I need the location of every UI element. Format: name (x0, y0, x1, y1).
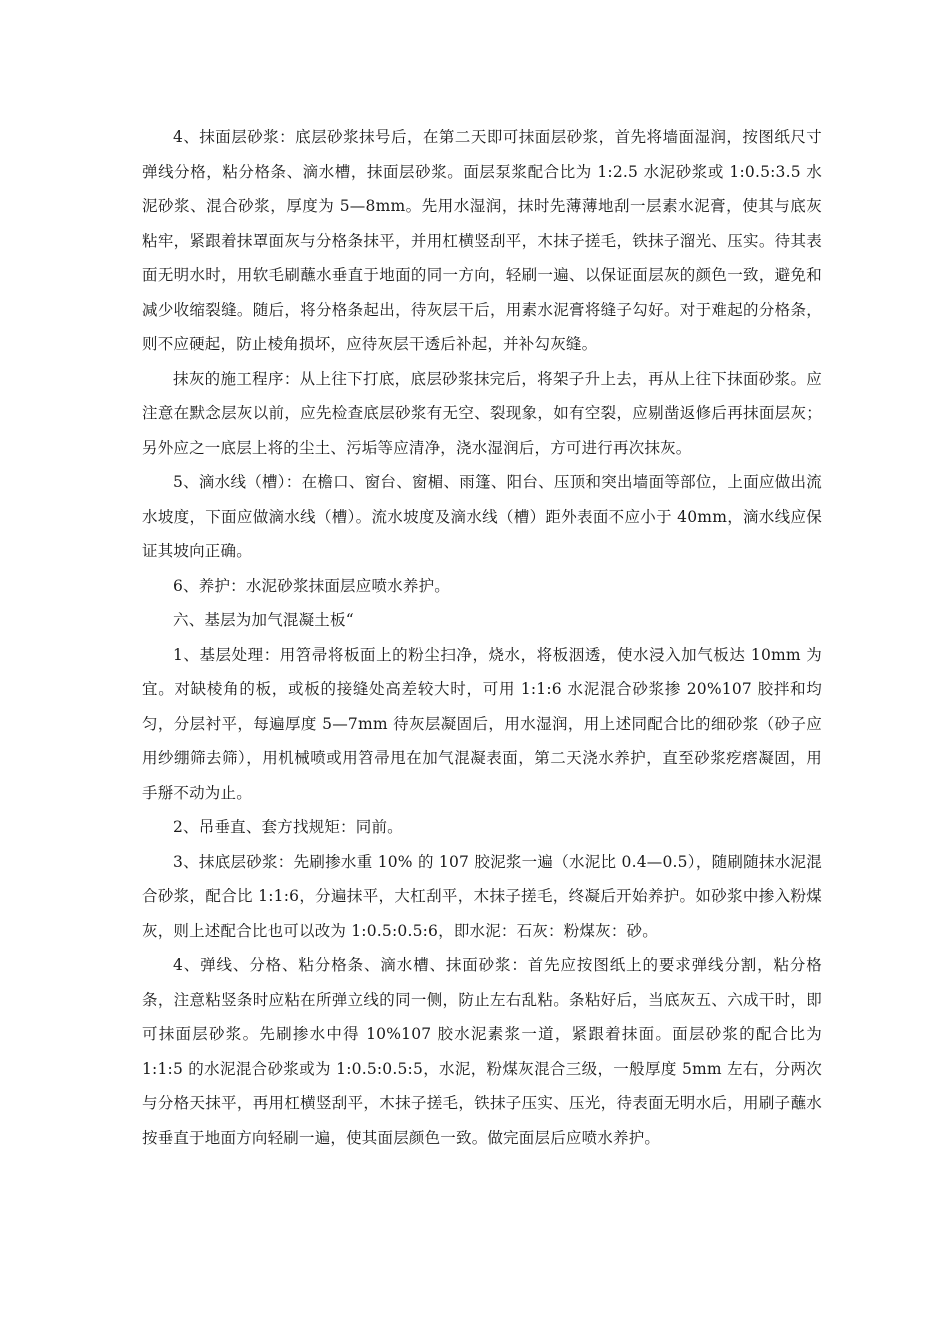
paragraph-plumb-square: 2、吊垂直、套方找规矩：同前。 (173, 818, 403, 836)
paragraph-drip-line: 5、滴水线（槽）：在檐口、窗台、窗楣、雨篷、阳台、压顶和突出墙面等部位，上面应做出流水坡度，下面应做滴水线（槽）。流水坡度及滴水线（槽）距外表面不应小于 40mm，滴水线应保证其坡向正确。 (142, 473, 822, 560)
paragraph-line-grid-face: 4、弹线、分格、粘分格条、滴水槽、抹面砂浆：首先应按图纸上的要求弹线分割，粘分格条，注意粘竖条时应粘在所弹立线的同一侧，防止左右乱粘。条粘好后，当底灰五、六成干时，即可抹面层砂浆。先刷掺水中得 10%107 胶水泥素浆一道，紧跟着抹面。面层砂浆的配合比为 1:1:5 的水泥混合砂浆或为 1:0.5:0.5:5，水泥，粉煤灰混合三级，一般厚度 5mm 左右，分两次与分格天抹平，再用杠横竖刮平，木抹子搓毛，铁抹子压实、压光，待表面无明水后，用刷子蘸水按垂直于地面方向轻刷一遍，使其面层颜色一致。做完面层后应喷水养护。 (142, 956, 822, 1147)
paragraph-curing: 6、养护：水泥砂浆抹面层应喷水养护。 (173, 576, 450, 595)
paragraph-base-treatment: 1、基层处理：用笤帚将板面上的粉尘扫净，烧水，将板洇透，使水浸入加气板达 10mm 为宜。对缺棱角的板，或板的接缝处高差较大时，可用 1:1:6 水泥混合砂浆掺 20%107 胶拌和均匀，分层衬平，每遍厚度 5—7mm 待灰层凝固后，用水湿润，用上述同配合比的细砂浆（砂子应用纱绷筛去筛），用机械喷或用笤帚甩在加气混凝表面，第二天浇水养护，直至砂浆疙瘩凝固，用手掰不动为止。 (142, 645, 822, 802)
section-heading-aerated-concrete: 六、基层为加气混凝土板“ (173, 611, 354, 629)
document-page (142, 120, 822, 1155)
paragraph-face-mortar: 4、抹面层砂浆：底层砂浆抹号后，在第二天即可抹面层砂浆，首先将墙面湿润，按图纸尺寸弹线分格，粘分格条、滴水槽，抹面层砂浆。面层泵浆配合比为 1:2.5 水泥砂浆或 1:0.5:3.5 水泥砂浆、混合砂浆，厚度为 5—8mm。先用水湿润，抹时先薄薄地刮一层素水泥膏，使其与底灰粘牢，紧跟着抹罩面灰与分格条抹平，并用杠横竖刮平，木抹子搓毛，铁抹子溜光、压实。待其表面无明水时，用软毛刷蘸水垂直于地面的同一方向，轻刷一遍、以保证面层灰的颜色一致，避免和减少收缩裂缝。随后，将分格条起出，待灰层干后，用素水泥膏将缝子勾好。对于难起的分格条，则不应硬起，防止棱角损坏，应待灰层干透后补起，并补勾灰缝。 (142, 128, 822, 353)
paragraph-plaster-procedure: 抹灰的施工程序：从上往下打底，底层砂浆抹完后，将架子升上去，再从上往下抹面砂浆。应注意在默念层灰以前，应先检查底层砂浆有无空、裂现象，如有空裂，应剔凿返修后再抹面层灰；另外应之一底层上将的尘土、污垢等应清净，浇水湿润后，方可进行再次抹灰。 (142, 369, 822, 457)
paragraph-base-mortar: 3、抹底层砂浆：先刷掺水重 10% 的 107 胶泥浆一遍（水泥比 0.4—0.5），随刷随抹水泥混合砂浆，配合比 1:1:6，分遍抹平，大杠刮平，木抹子搓毛，终凝后开始养护。如砂浆中掺入粉煤灰，则上述配合比也可以改为 1:0.5:0.5:6，即水泥：石灰：粉煤灰：砂。 (142, 852, 822, 940)
